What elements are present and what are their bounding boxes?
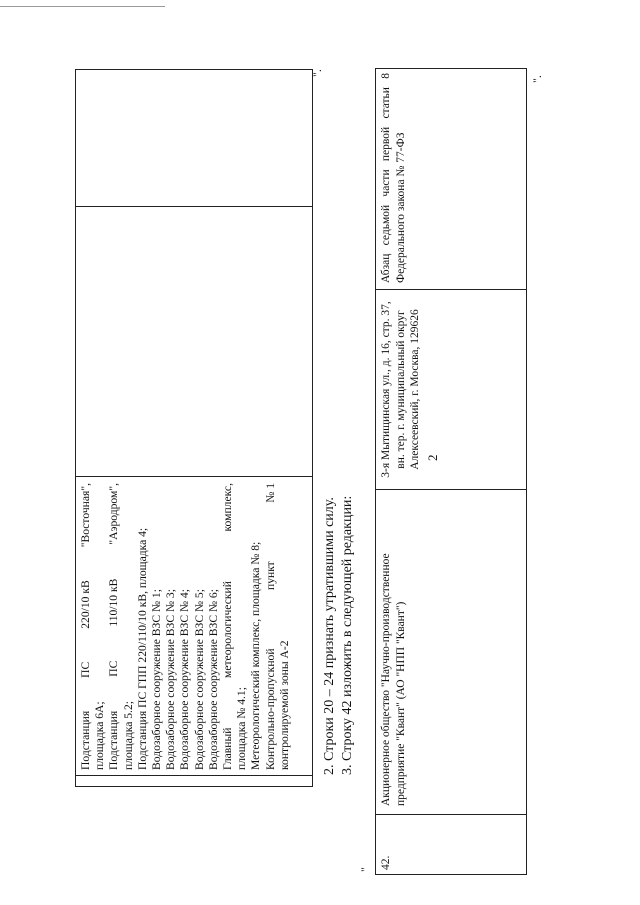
object-line-part: Водозаборное сооружение ВЗС № 1; (150, 589, 164, 770)
table-row-42 (375, 68, 527, 875)
table1-num-cell (76, 775, 312, 786)
object-line-part: Подстанция (107, 710, 121, 770)
object-line (207, 483, 221, 770)
object-line (122, 483, 136, 770)
closing-quote-1: ". (310, 69, 324, 77)
page-number: 2 (425, 454, 440, 461)
object-line-part: ПС (107, 660, 121, 677)
object-line (93, 483, 107, 770)
object-line (249, 483, 263, 770)
object-line-part: № 1 (263, 483, 277, 503)
object-line-part: Подстанция (79, 710, 92, 770)
opening-quote: " (358, 867, 372, 872)
object-line-part: "Аэродром", (107, 483, 121, 545)
object-line-part: Метеорологический комплекс, площадка № 8; (249, 541, 263, 770)
legal-basis: Абзац седьмой части первой статьи 8 Федерального закона № 77-ФЗ (380, 73, 407, 283)
object-line (193, 483, 207, 770)
object-line-part: площадка 6А; (93, 701, 107, 770)
object-line (164, 483, 178, 770)
closing-quote-2: ". (530, 75, 544, 83)
row-number: 42. (376, 814, 526, 874)
object-line-part: контролируемой зоны А-2 (277, 640, 291, 770)
object-line (107, 483, 121, 770)
object-line (150, 483, 164, 770)
object-line-part: 110/10 кВ (107, 578, 121, 627)
object-line (136, 483, 150, 770)
object-line-part: Подстанция ПС ГПП 220/110/10 кВ, площадка 4; (135, 527, 149, 770)
object-line-part: 220/10 кВ (79, 580, 92, 629)
table1-objects-cell (76, 476, 312, 776)
paragraph-3: 3. Строку 42 изложить в следующей редакции: (340, 495, 355, 775)
object-line (221, 483, 235, 770)
table1-basis-cell (76, 69, 312, 206)
object-line-part: Водозаборное сооружение ВЗС № 6; (206, 589, 220, 770)
object-line-part: площадка 5.2; (121, 701, 135, 770)
object-line-part: Водозаборное сооружение ВЗС № 4; (178, 589, 192, 770)
object-line-part: Главный (221, 727, 235, 770)
object-line (278, 483, 292, 770)
table-continued (75, 69, 313, 787)
object-line (264, 483, 278, 770)
object-line-part: ПС (79, 661, 92, 678)
organization-address: 3-я Мытищинская ул., д. 16, стр. 37, вн. тер. г. муниципальный округ Алексеевский, г. Москва, 129626 (376, 289, 526, 489)
paragraph-2: 2. Строки 20 – 24 признать утратившими силу. (322, 497, 337, 775)
object-line-part: Контрольно-пропускной (263, 648, 277, 770)
object-line-part: пункт (263, 561, 277, 590)
object-line-part: Водозаборное сооружение ВЗС № 5; (192, 589, 206, 770)
object-line-part: площадка № 4.1; (235, 687, 249, 770)
object-line-part: Водозаборное сооружение ВЗС № 3; (164, 589, 178, 770)
object-line-part: "Восточная", (79, 483, 92, 548)
object-line-part: метеорологический (221, 581, 235, 678)
object-line (178, 483, 192, 770)
object-line-part: комплекс, (221, 483, 235, 532)
table1-address-cell (76, 206, 312, 476)
object-line (79, 483, 93, 770)
organization-name: Акционерное общество "Научно-производственное предприятие "Квант" (АО "НПП "Квант") (376, 489, 526, 814)
object-line (235, 483, 249, 770)
